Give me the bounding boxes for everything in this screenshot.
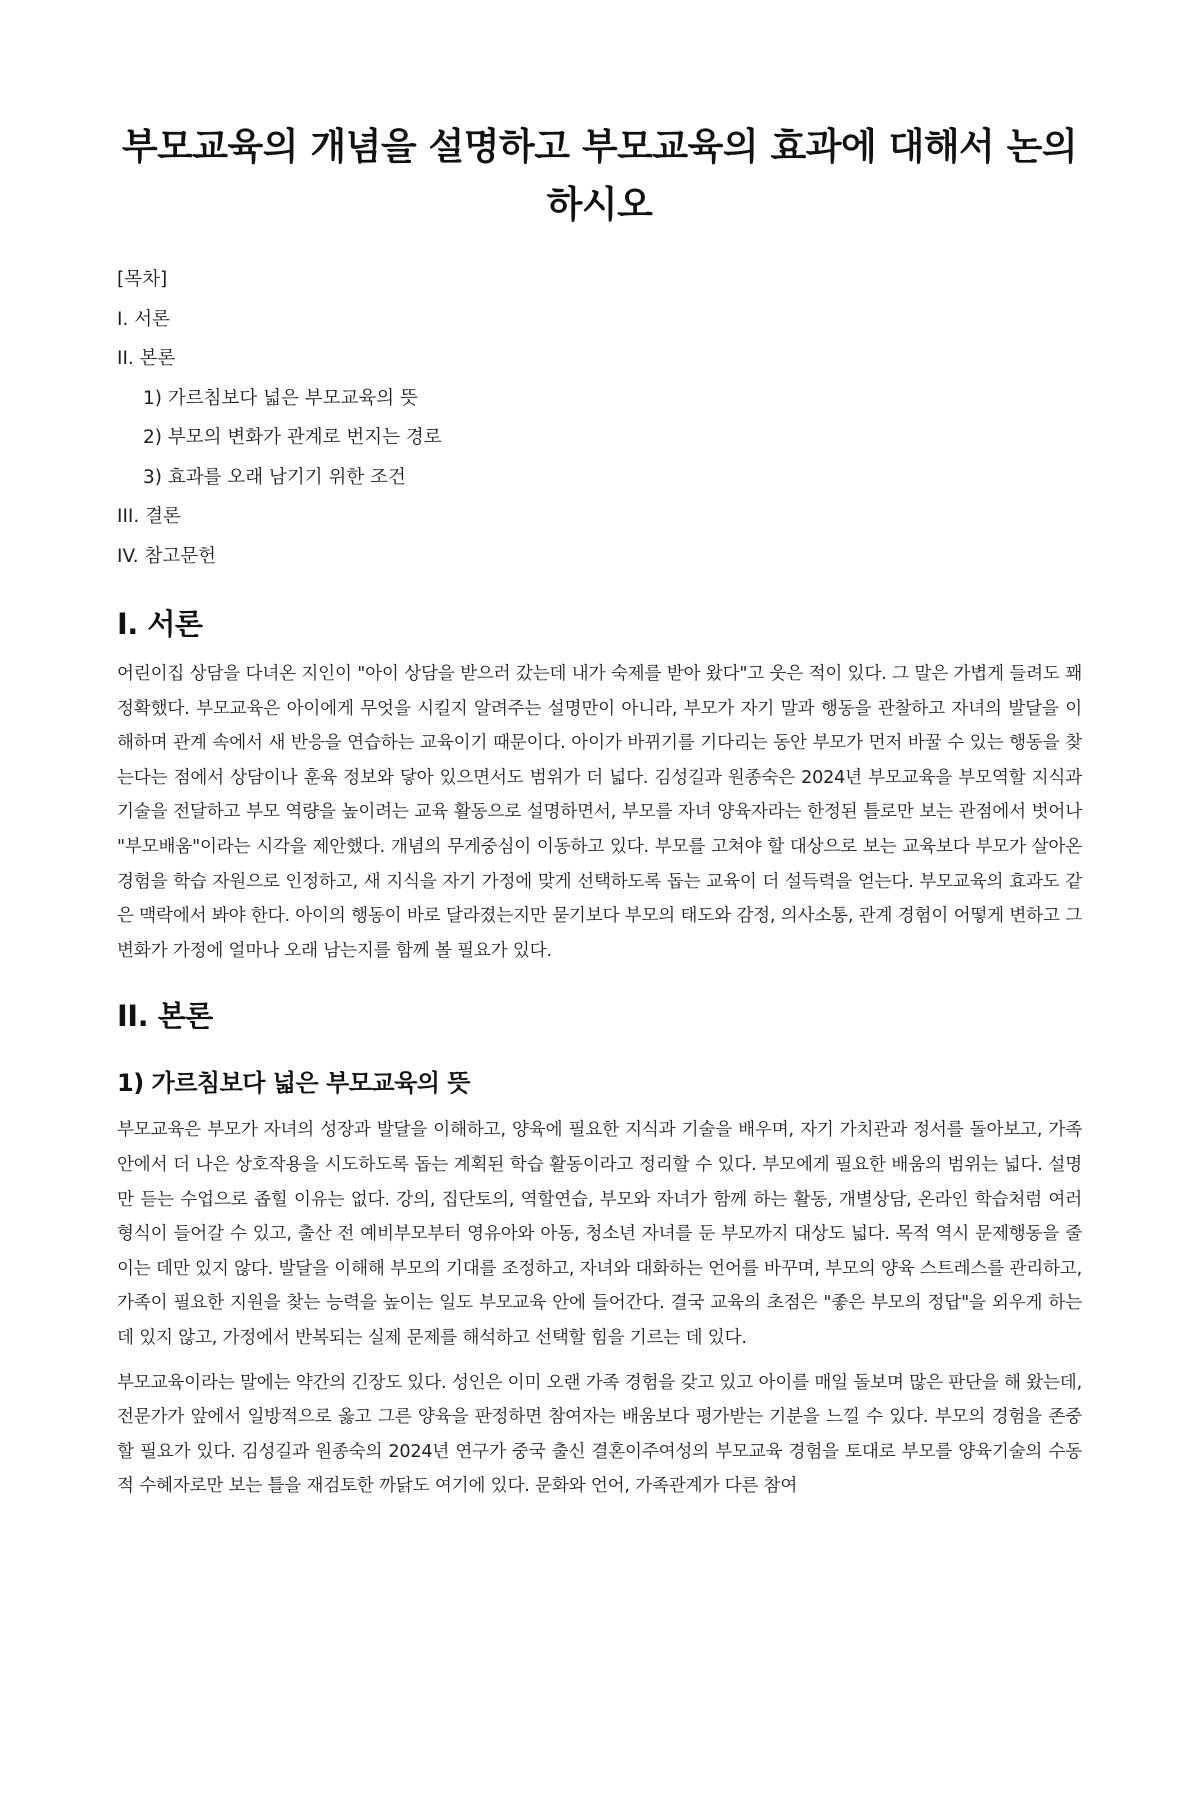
- toc-item-references: IV. 참고문헌: [117, 545, 216, 567]
- body-paragraph: 부모교육은 부모가 자녀의 성장과 발달을 이해하고, 양육에 필요한 지식과 기술을 배우며, 자기 가치관과 정서를 돌아보고, 가족 안에서 더 나은 상호작용을 시도하도록 돕는 계획된 학습 활동이라고 정리할 수 있다. 부모에게 필요한 배움의 범위는 넓다. 설명만 듣는 수업으로 좁힐 이유는 없다. 강의, 집단토의, 역할연습, 부모와 자녀가 함께 하는 활동, 개별상담, 온라인 학습처럼 여러 형식이 들어갈 수 있고, 출산 전 예비부모부터 영유아와 아동, 청소년 자녀를 둔 부모까지 대상도 넓다. 목적 역시 문제행동을 줄이는 데만 있지 않다. 발달을 이해해 부모의 기대를 조정하고, 자녀와 대화하는 언어를 바꾸며, 부모의 양육 스트레스를 관리하고, 가족이 필요한 지원을 찾는 능력을 높이는 일도 부모교육 안에 들어간다. 결국 교육의 초점은 "좋은 부모의 정답"을 외우게 하는 데 있지 않고, 가정에서 반복되는 실제 문제를 해석하고 선택할 힘을 기르는 데 있다.: [117, 1120, 1082, 1348]
- toc-item-body: II. 본론: [117, 348, 176, 369]
- intro-paragraph: 어린이집 상담을 다녀온 지인이 "아이 상담을 받으러 갔는데 내가 숙제를 받아 왔다"고 웃은 적이 있다. 그 말은 가볍게 들려도 꽤 정확했다. 부모교육은 아이에게 무엇을 시킬지 알려주는 설명만이 아니라, 부모가 자기 말과 행동을 관찰하고 자녀의 발달을 이해하며 관계 속에서 새 반응을 연습하는 교육이기 때문이다. 아이가 바뀌기를 기다리는 동안 부모가 먼저 바꿀 수 있는 행동을 찾는다는 점에서 상담이나 훈육 정보와 닿아 있으면서도 범위가 더 넓다. 김성길과 원종숙은 2024년 부모교육을 부모역할 지식과 기술을 전달하고 부모 역량을 높이려는 교육 활동으로 설명하면서, 부모를 자녀 양육자라는 한정된 틀로만 보는 관점에서 벗어나 "부모배움"이라는 시각을 제안했다. 개념의 무게중심이 이동하고 있다. 부모를 고쳐야 할 대상으로 보는 교육보다 부모가 살아온 경험을 학습 자원으로 인정하고, 새 지식을 자기 가정에 맞게 선택하도록 돕는 교육이 더 설득력을 얻는다. 부모교육의 효과도 같은 맥락에서 봐야 한다. 아이의 행동이 바로 달라졌는지만 묻기보다 부모의 태도와 감정, 의사소통, 관계 경험이 어떻게 변하고 그 변화가 가정에 얼마나 오래 남는지를 함께 볼 필요가 있다.: [117, 664, 1082, 961]
- body-paragraph: 부모교육이라는 말에는 약간의 긴장도 있다. 성인은 이미 오랜 가족 경험을 갖고 있고 아이를 매일 돌보며 많은 판단을 해 왔는데, 전문가가 앞에서 일방적으로 옳고 그른 양육을 판정하면 참여자는 배움보다 평가받는 기분을 느낄 수 있다. 부모의 경험을 존중할 필요가 있다. 김성길과 원종숙의 2024년 연구가 중국 출신 결혼이주여성의 부모교육 경험을 토대로 부모를 양육기술의 수동적 수혜자로만 보는 틀을 재검토한 까닭도 여기에 있다. 문화와 언어, 가족관계가 다른 참여: [117, 1372, 1082, 1497]
- table-of-contents: [117, 260, 1082, 576]
- toc-item-conclusion: III. 결론: [117, 506, 181, 527]
- section-heading-body: II. 본론: [117, 999, 213, 1034]
- document-page: [0, 118, 1200, 1814]
- toc-item-intro: I. 서론: [117, 308, 170, 330]
- toc-item-body-sub2: 2) 부모의 변화가 관계로 번지는 경로: [143, 427, 442, 448]
- section-heading-intro: I. 서론: [117, 607, 203, 641]
- toc-item-body-sub1: 1) 가르침보다 넓은 부모교육의 뜻: [143, 387, 418, 409]
- toc-item-body-sub3: 3) 효과를 오래 남기기 위한 조건: [143, 466, 406, 488]
- toc-heading: [목차]: [117, 269, 168, 290]
- subsection-heading-1: 1) 가르침보다 넓은 부모교육의 뜻: [117, 1069, 470, 1098]
- document-title: 부모교육의 개념을 설명하고 부모교육의 효과에 대해서 논의하시오: [121, 125, 1078, 226]
